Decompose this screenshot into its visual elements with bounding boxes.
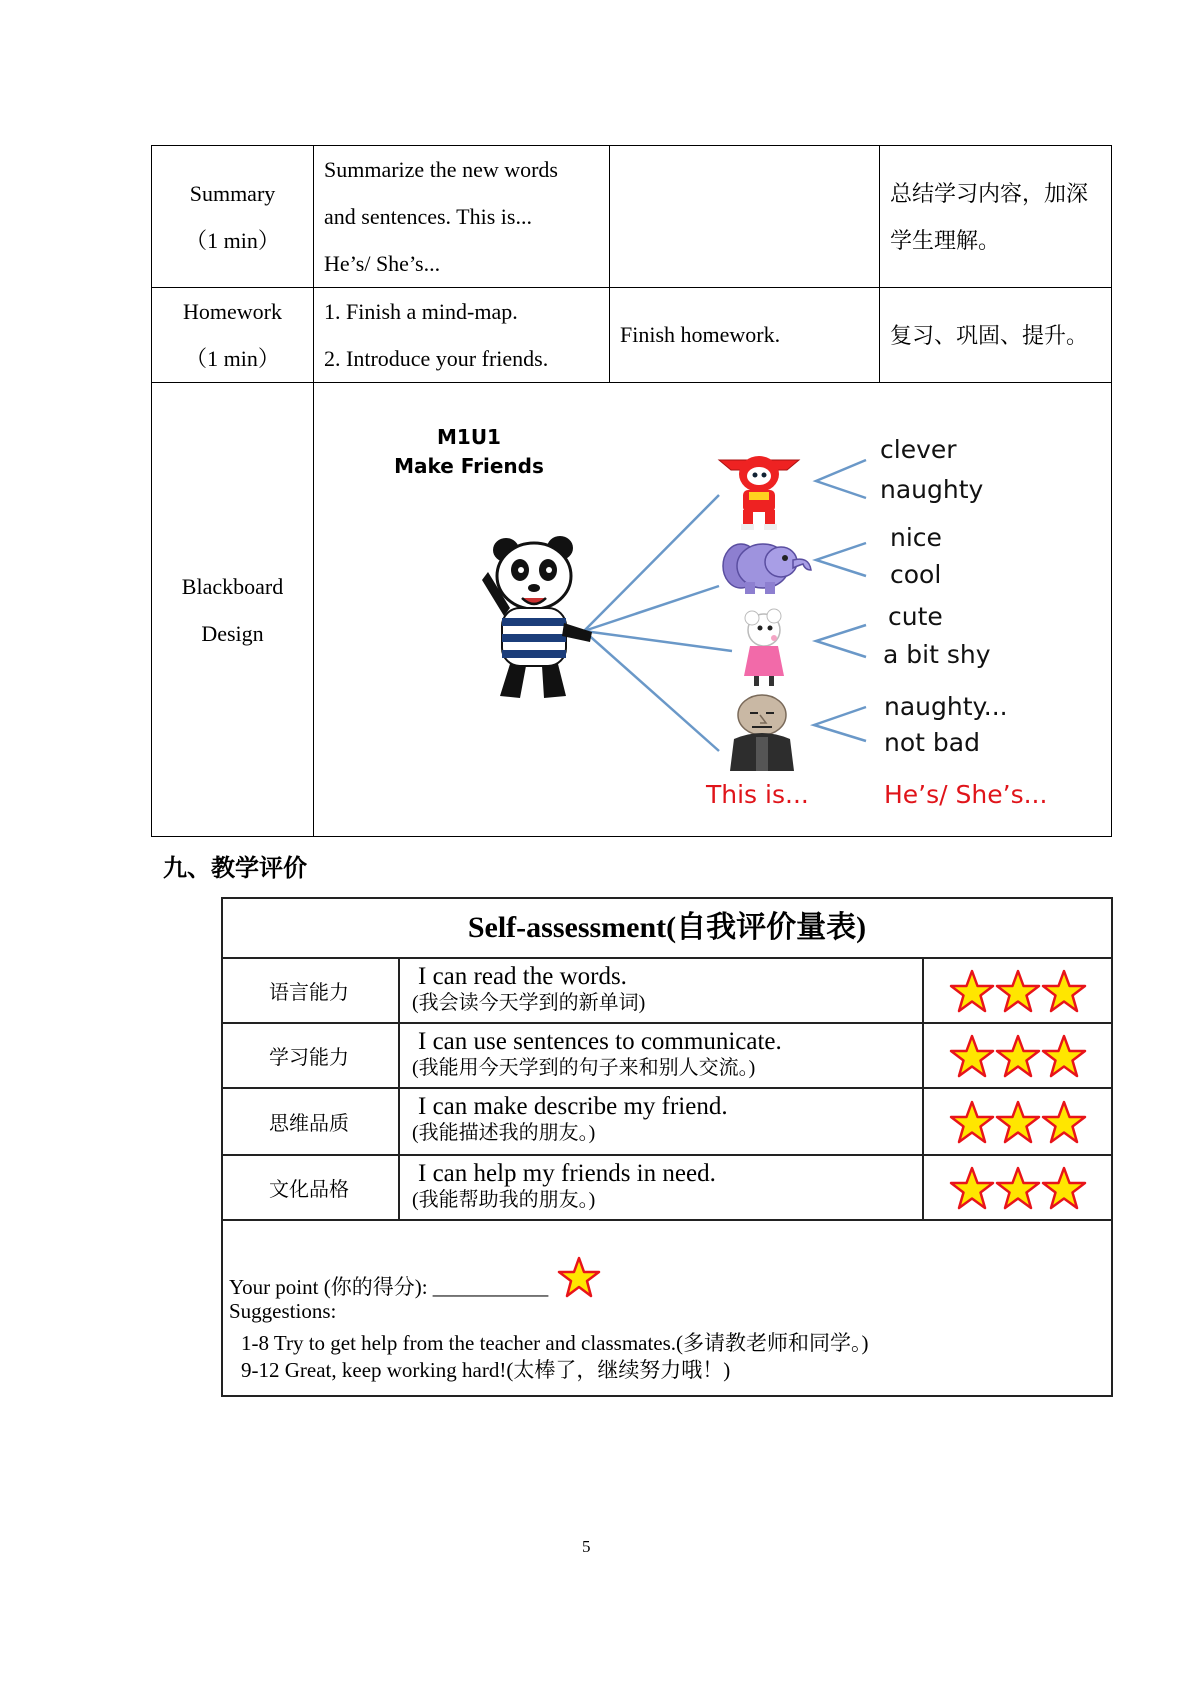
unit-title: Make Friends [394, 454, 544, 478]
purpose-line: 复习、巩固、提升。 [890, 322, 1089, 348]
teacher-line: and sentences. This is... [324, 204, 532, 229]
describe-word: nice [890, 523, 942, 552]
panda-icon [482, 536, 592, 698]
self-assessment-footer [223, 1221, 1111, 1395]
star-rating[interactable] [924, 959, 1111, 1022]
suggestion-line: 1-8 Try to get help from the teacher and classmates.(多请教老师和同学。) [241, 1331, 869, 1355]
teacher-activity-cell [314, 146, 610, 288]
summary-row [152, 146, 1112, 288]
mind-map-drawing [314, 383, 1114, 836]
bracket [816, 625, 866, 657]
statement-en: I can help my friends in need. [418, 1160, 716, 1187]
student-activity-cell: Finish homework. [610, 288, 880, 383]
star-icon[interactable] [995, 1100, 1041, 1144]
describe-word: naughty [880, 475, 984, 504]
blackboard-row [152, 383, 1112, 837]
stage-cell [152, 146, 314, 288]
can-do-statement [400, 1156, 924, 1219]
skill-label: 学习能力 [223, 1024, 400, 1087]
star-rating[interactable] [924, 1024, 1111, 1087]
branch-line [584, 631, 732, 651]
statement-zh: (我能用今天学到的句子来和别人交流。) [412, 1057, 756, 1079]
skill-label: 文化品格 [223, 1156, 400, 1219]
suggestion-line: 9-12 Great, keep working hard!(太棒了，继续努力哦！) [241, 1358, 731, 1382]
mind-map-brackets [814, 460, 866, 741]
blackboard-canvas [314, 383, 1111, 836]
blackboard-label-cell [152, 383, 314, 837]
bracket [816, 543, 866, 576]
assessment-row [223, 1156, 1111, 1221]
assessment-row [223, 1024, 1111, 1089]
purpose-cell [880, 146, 1112, 288]
robot-plane-icon [719, 456, 799, 530]
self-assessment-rows [223, 959, 1111, 1221]
suggestions-label: Suggestions: [229, 1299, 337, 1323]
describe-word: a bit shy [883, 640, 991, 669]
teacher-line: 2. Introduce your friends. [324, 346, 549, 371]
stage-time: （1 min） [185, 227, 280, 253]
purpose-cell [880, 288, 1112, 383]
branch-line [584, 631, 719, 751]
star-icon[interactable] [1041, 969, 1087, 1013]
purpose-line: 总结学习内容，加深 [890, 180, 1089, 206]
section-heading: 九、教学评价 [163, 854, 307, 882]
describe-word: cool [890, 560, 942, 589]
statement-zh: (我能帮助我的朋友。) [412, 1189, 596, 1211]
describe-word: not bad [884, 728, 980, 757]
purpose-line: 学生理解。 [890, 227, 1001, 253]
describe-word: clever [880, 435, 957, 464]
star-icon[interactable] [995, 1166, 1041, 1210]
sentence-pattern-this-is: This is... [706, 780, 809, 809]
lesson-table [151, 145, 1112, 837]
statement-en: I can read the words. [418, 963, 627, 990]
score-star-icon [557, 1256, 601, 1298]
statement-en: I can make describe my friend. [418, 1093, 728, 1120]
unit-code: M1U1 [437, 425, 501, 449]
describe-word: naughty... [884, 692, 1008, 721]
stage-cell [152, 288, 314, 383]
teacher-line: 1. Finish a mind-map. [324, 299, 518, 324]
elephant-icon [723, 544, 811, 594]
stage-label: Homework [183, 299, 282, 324]
homework-row [152, 288, 1112, 383]
star-icon[interactable] [995, 969, 1041, 1013]
blackboard-label: Design [201, 620, 264, 646]
describe-word: cute [888, 602, 943, 631]
bracket [816, 460, 866, 498]
star-icon[interactable] [949, 1100, 995, 1144]
self-assessment-title: Self-assessment(自我评价量表) [223, 899, 1111, 959]
star-icon[interactable] [1041, 1034, 1087, 1078]
assessment-row [223, 1089, 1111, 1156]
teacher-line: He’s/ She’s... [324, 251, 441, 276]
star-icon[interactable] [949, 1034, 995, 1078]
star-icon[interactable] [949, 969, 995, 1013]
can-do-statement [400, 1024, 924, 1087]
sheep-icon [744, 609, 784, 686]
teacher-line: Summarize the new words [324, 157, 558, 182]
star-icon[interactable] [1041, 1166, 1087, 1210]
self-assessment-table [221, 897, 1113, 1397]
page-number: 5 [582, 1537, 591, 1556]
branch-line [584, 586, 719, 631]
teacher-activity-cell [314, 288, 610, 383]
stage-label: Summary [189, 180, 276, 206]
star-icon[interactable] [995, 1034, 1041, 1078]
star-icon[interactable] [1041, 1100, 1087, 1144]
skill-label: 语言能力 [223, 959, 400, 1022]
your-point-label: Your point (你的得分): ___________ [229, 1275, 549, 1299]
student-activity-cell [610, 146, 880, 288]
can-do-statement [400, 1089, 924, 1154]
assessment-row [223, 959, 1111, 1024]
statement-zh: (我会读今天学到的新单词) [412, 992, 646, 1014]
star-icon[interactable] [949, 1166, 995, 1210]
statement-zh: (我能描述我的朋友。) [412, 1122, 596, 1144]
star-rating[interactable] [924, 1089, 1111, 1154]
statement-en: I can use sentences to communicate. [418, 1028, 782, 1055]
skill-label: 思维品质 [223, 1089, 400, 1154]
mind-map-lines [584, 495, 732, 751]
blackboard-design-cell [314, 383, 1112, 837]
can-do-statement [400, 959, 924, 1022]
sentence-pattern-hes-shes: He’s/ She’s... [884, 780, 1048, 809]
bracket [814, 707, 866, 741]
blackboard-label: Blackboard [181, 573, 284, 599]
bald-man-icon [730, 695, 794, 771]
branch-line [584, 495, 719, 631]
stage-time: （1 min） [185, 346, 280, 371]
star-rating[interactable] [924, 1156, 1111, 1219]
